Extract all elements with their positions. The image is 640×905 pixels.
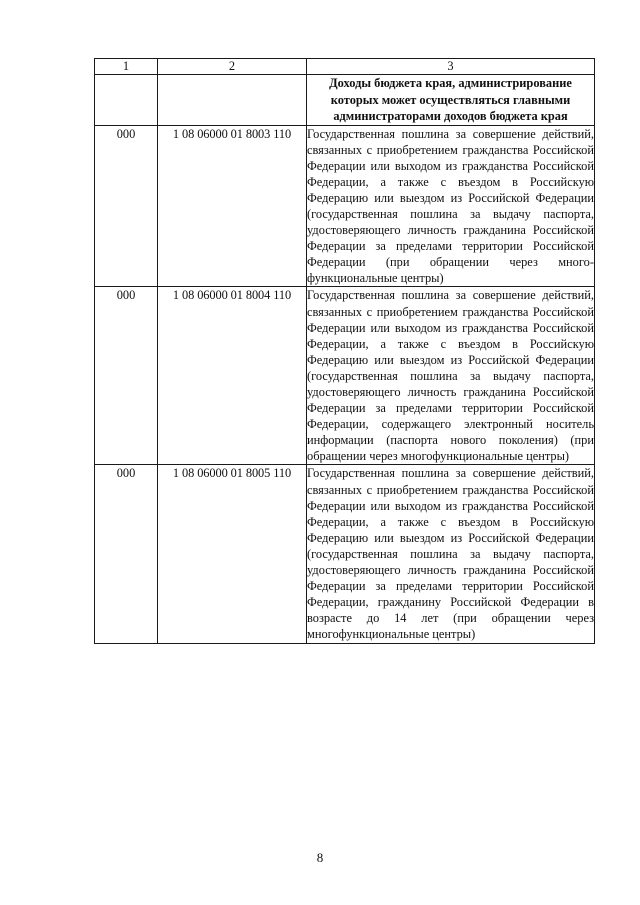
section-empty-cell [95,75,158,126]
revenue-code: 1 08 06000 01 8005 110 [158,465,307,643]
section-title: Доходы бюджета края, администрирование которых может осуществляться главными администраторами доходов бюджета края [307,75,595,126]
admin-code: 000 [95,287,158,465]
column-number-1: 1 [95,59,158,75]
page-number: 8 [316,850,324,865]
table-row [95,465,595,643]
section-header-row [95,75,595,126]
column-number-row [95,59,595,75]
revenue-table [94,58,595,644]
table-row [95,287,595,465]
column-number-3: 3 [307,59,595,75]
column-number-2: 2 [158,59,307,75]
section-empty-cell [158,75,307,126]
admin-code: 000 [95,125,158,287]
revenue-description: Государственная пошлина за совершение действий, связанных с приобретением гражданства Российской Федерации или выходом из гражданства Российской Федерации, а также с въездом в Российскую Федерацию или выездом из Российской Федерации (государственная пошлина за выдачу паспорта, удостоверяющего личность гражданина Российской Федерации за пределами территории Российской Федерации (при обращении через многофункциональные центры) [307,126,594,286]
table-row [95,125,595,287]
admin-code: 000 [95,465,158,643]
revenue-code: 1 08 06000 01 8003 110 [158,125,307,287]
revenue-description: Государственная пошлина за совершение действий, связанных с приобретением гражданства Российской Федерации или выходом из гражданства Российской Федерации, а также с въездом в Российскую Федерацию или выездом из Российской Федерации (государственная пошлина за выдачу паспорта, удостоверяющего личность гражданина Российской Федерации за пределами территории Российской Федерации, гражданину Российской Федерации в возрасте до 14 лет (при обращении через многофункциональные центры) [307,466,594,642]
revenue-code: 1 08 06000 01 8004 110 [158,287,307,465]
revenue-description: Государственная пошлина за совершение действий, связанных с приобретением гражданства Российской Федерации или выходом из гражданства Российской Федерации, а также с въездом в Российскую Федерацию или выездом из Российской Федерации (государственная пошлина за выдачу паспорта, удостоверяющего личность гражданина Российской Федерации за пределами территории Российской Федерации, содержащего электронный носитель информации (паспорта нового поколения) (при обращении через многофункциональные центры) [307,288,594,464]
